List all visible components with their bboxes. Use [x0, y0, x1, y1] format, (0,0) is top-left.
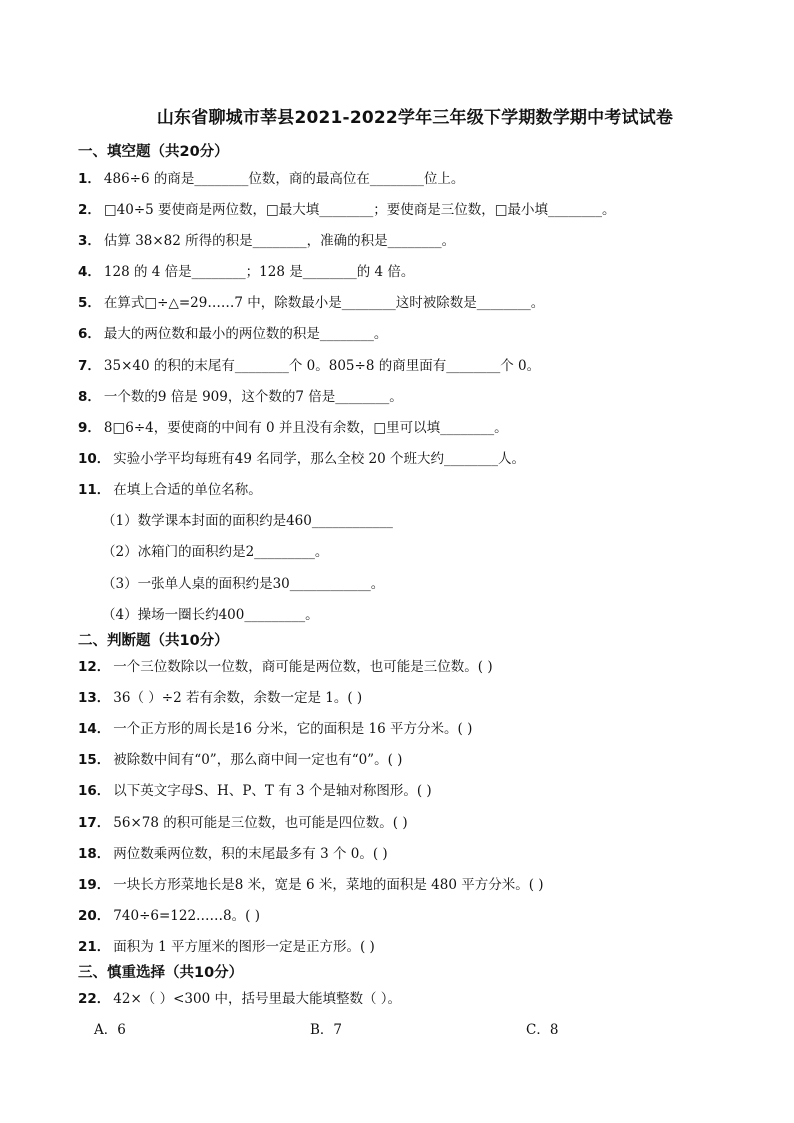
- question-number: 20．: [78, 908, 111, 924]
- question-number: 6．: [78, 326, 101, 342]
- question-number: 11．: [78, 482, 111, 498]
- question-22: [78, 987, 401, 1007]
- question-number: 4．: [78, 264, 101, 280]
- question-number: 17．: [78, 815, 111, 831]
- question-number: 5．: [78, 295, 101, 311]
- question-5: [78, 291, 544, 311]
- question-15: [78, 748, 402, 768]
- question-7: [78, 354, 540, 374]
- question-1: [78, 167, 464, 187]
- question-12: [78, 655, 493, 675]
- question-text: □40÷5 要使商是两位数，□最大填________；要使商是三位数，□最小填________。: [103, 202, 616, 218]
- question-19: [78, 873, 544, 893]
- section-heading-fill-blank: 一、填空题（共20分）: [78, 144, 229, 160]
- question-18: [78, 842, 388, 862]
- question-text: 在填上合适的单位名称。: [113, 482, 262, 498]
- page-title: 山东省聊城市莘县2021-2022学年三年级下学期数学期中考试试卷: [156, 108, 674, 128]
- section-heading-multiple-choice: 三、慎重选择（共10分）: [78, 965, 244, 981]
- section-heading-true-false: 二、判断题（共10分）: [78, 633, 229, 649]
- question-9: [78, 416, 508, 436]
- question-text: 35×40 的积的末尾有________个 0。805÷8 的商里面有________个 0。: [103, 358, 541, 374]
- question-17: [78, 811, 408, 831]
- question-number: 22．: [78, 991, 111, 1007]
- question-10: [78, 447, 525, 467]
- option-a: A．6: [94, 1022, 126, 1038]
- question-text: 486÷6 的商是________位数，商的最高位在________位上。: [103, 171, 465, 187]
- option-b: B．7: [310, 1022, 343, 1038]
- question-20: [78, 904, 260, 924]
- question-number: 7．: [78, 358, 101, 374]
- question-text: 实验小学平均每班有49 名同学，那么全校 20 个班大约________人。: [113, 451, 526, 467]
- question-number: 19．: [78, 877, 111, 893]
- subquestion-11-1: （1）数学课本封面的面积约是460____________: [102, 513, 393, 529]
- question-number: 12．: [78, 659, 111, 675]
- question-number: 21．: [78, 939, 111, 955]
- question-number: 14．: [78, 721, 111, 737]
- question-3: [78, 229, 455, 249]
- question-number: 10．: [78, 451, 111, 467]
- question-text: 估算 38×82 所得的积是________，准确的积是________。: [103, 233, 456, 249]
- question-16: [78, 779, 432, 799]
- subquestion-11-3: （3）一张单人桌的面积约是30____________。: [102, 576, 385, 592]
- question-8: [78, 385, 403, 405]
- question-4: [78, 260, 414, 280]
- question-number: 8．: [78, 389, 101, 405]
- subquestion-11-2: （2）冰箱门的面积约是2_________。: [102, 544, 329, 560]
- question-number: 2．: [78, 202, 101, 218]
- question-number: 3．: [78, 233, 101, 249]
- question-number: 16．: [78, 783, 111, 799]
- question-2: [78, 198, 616, 218]
- question-text: 两位数乘两位数，积的末尾最多有 3 个 0。( ): [113, 846, 388, 862]
- question-number: 1．: [78, 171, 101, 187]
- question-text: 面积为 1 平方厘米的图形一定是正方形。( ): [113, 939, 375, 955]
- question-text: 最大的两位数和最小的两位数的积是________。: [103, 326, 388, 342]
- question-text: 56×78 的积可能是三位数，也可能是四位数。( ): [113, 815, 408, 831]
- question-14: [78, 717, 472, 737]
- question-11: [78, 478, 262, 498]
- question-number: 18．: [78, 846, 111, 862]
- question-6: [78, 322, 387, 342]
- question-number: 15．: [78, 752, 111, 768]
- question-text: 8□6÷4，要使商的中间有 0 并且没有余数，□里可以填________。: [103, 420, 508, 436]
- question-text: 被除数中间有“0”，那么商中间一定也有“0”。( ): [113, 752, 403, 768]
- option-c: C．8: [526, 1022, 559, 1038]
- subquestion-11-4: （4）操场一圈长约400_________。: [102, 607, 319, 623]
- question-text: 128 的 4 倍是________；128 是________的 4 倍。: [103, 264, 415, 280]
- question-text: 740÷6=122……8。( ): [113, 908, 260, 924]
- question-text: 一个三位数除以一位数，商可能是两位数，也可能是三位数。( ): [113, 659, 493, 675]
- question-text: 42×（ ）<300 中，括号里最大能填整数（ ）。: [113, 991, 401, 1007]
- question-text: 以下英文字母S、H、P、T 有 3 个是轴对称图形。( ): [113, 783, 432, 799]
- question-text: 一个正方形的周长是16 分米，它的面积是 16 平方分米。( ): [113, 721, 473, 737]
- question-number: 13．: [78, 690, 111, 706]
- question-text: 一块长方形菜地长是8 米，宽是 6 米，菜地的面积是 480 平方分米。( ): [113, 877, 544, 893]
- question-text: 36（ ）÷2 若有余数，余数一定是 1。( ): [113, 690, 363, 706]
- question-number: 9．: [78, 420, 101, 436]
- question-text: 一个数的9 倍是 909，这个数的7 倍是________。: [103, 389, 403, 405]
- question-21: [78, 935, 375, 955]
- question-13: [78, 686, 362, 706]
- question-text: 在算式□÷△=29……7 中，除数最小是________这时被除数是________。: [103, 295, 545, 311]
